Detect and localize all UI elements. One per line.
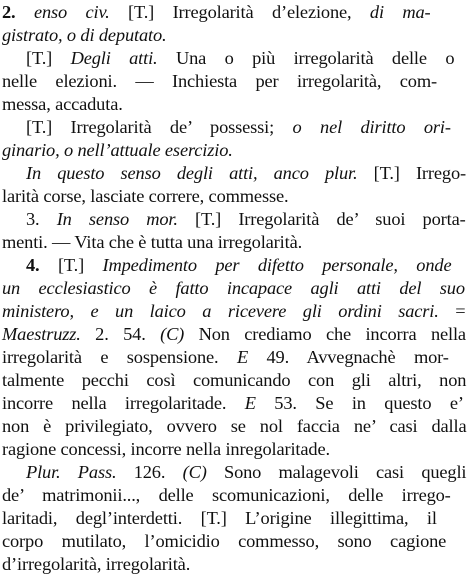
entry-text-segment: d’irregolarità, irregolarità. [2, 554, 191, 574]
entry-text-segment: Plur. Pass. [26, 462, 117, 482]
entry-line [2, 369, 466, 392]
entry-text-segment: In senso mor. [56, 209, 178, 229]
entry-text-segment: [T.] [39, 255, 103, 275]
entry-line [2, 530, 446, 553]
entry-text-segment: incorre nella irregolaritade. [2, 393, 245, 413]
entry-line [2, 1, 431, 24]
entry-text-segment: E [244, 393, 256, 413]
entry-text-segment: nelle elezioni. — Inchiesta per irregolarità, com- [2, 71, 437, 91]
entry-line [2, 346, 449, 369]
entry-text-segment: [T.] [26, 48, 71, 68]
entry-text-segment: Una o più irregolarità delle o [157, 48, 455, 68]
dictionary-entry-irregolarita [2, 1, 467, 574]
entry-text-segment: 49. Avvegnachè mor- [248, 347, 449, 367]
entry-line [2, 70, 437, 93]
entry-line [2, 231, 302, 254]
entry-text-segment: 53. Se in questo e’ [255, 393, 464, 413]
entry-line [2, 300, 466, 323]
entry-line [26, 162, 466, 185]
entry-text-segment: Impedimento per difetto personale, onde [102, 255, 452, 275]
entry-text-segment: [T.] Irrego- [357, 163, 466, 183]
entry-text-segment: (C) [160, 324, 185, 344]
entry-text-segment: talmente pecchi così comunicando con gli altri, non [2, 370, 467, 390]
entry-text-segment: E [236, 347, 249, 367]
entry-text-segment: 3. [26, 209, 57, 229]
entry-text-segment: = [438, 301, 466, 321]
entry-text-segment: menti. — Vita che è tutta una irregolarità. [2, 232, 303, 252]
entry-text-segment: Degli atti. [70, 48, 158, 68]
entry-line [2, 507, 437, 530]
entry-text-segment: 2. [2, 2, 16, 22]
entry-text-segment: ragione concessi, incorre nella inregolaritade. [2, 439, 330, 459]
entry-text-segment: corpo mutilato, l’omicidio commesso, sono cagione [2, 531, 447, 551]
entry-line [2, 484, 451, 507]
entry-text-segment: messa, accaduta. [2, 94, 123, 114]
entry-line [26, 461, 466, 484]
entry-text-segment: Non crediamo che incorra nella [184, 324, 466, 344]
entry-text-segment: Sono malagevoli casi quegli [206, 462, 467, 482]
entry-line [2, 323, 466, 346]
entry-text-segment: [T.] Irregolarità de’ possessi; [26, 117, 293, 137]
entry-text-segment: un ecclesiastico è fatto incapace agli atti del suo [2, 278, 465, 298]
entry-line [2, 24, 166, 47]
entry-text-segment: 126. [116, 462, 183, 482]
entry-text-segment: In questo senso degli atti, anco plur. [26, 163, 358, 183]
entry-text-segment [16, 2, 34, 22]
entry-line [2, 139, 233, 162]
entry-text-segment: larità corse, lasciate correre, commesse. [2, 186, 289, 206]
entry-text-segment: Maestruzz. [2, 324, 81, 344]
entry-line [26, 47, 454, 70]
entry-line [26, 116, 451, 139]
entry-text-segment: de’ matrimonii..., delle scomunicazioni, delle irrego- [2, 485, 451, 505]
entry-line [2, 438, 330, 461]
entry-text-segment: (C) [182, 462, 207, 482]
entry-text-segment: o nel diritto ori- [292, 117, 451, 137]
entry-text-segment: laritadi, degl’interdetti. [T.] L’origine illegittima, il [2, 508, 437, 528]
entry-text-segment: 4. [26, 255, 40, 275]
entry-text-segment: ministero, e un laico a ricevere gli ordini sacri. [2, 301, 439, 321]
entry-line [2, 277, 465, 300]
entry-text-segment: [T.] Irregolarità de’ suoi porta- [177, 209, 466, 229]
entry-text-segment: gistrato, o di deputato. [2, 25, 167, 45]
entry-text-segment: 2. 54. [80, 324, 161, 344]
entry-text-segment: di ma- [369, 2, 431, 22]
entry-line [2, 553, 190, 576]
entry-line [26, 254, 451, 277]
entry-line [26, 208, 466, 231]
entry-line [2, 392, 464, 415]
entry-text-segment: enso civ. [33, 2, 110, 22]
entry-line [2, 415, 466, 438]
entry-text-segment: ginario, o nell’attuale esercizio. [2, 140, 233, 160]
entry-line [2, 93, 123, 116]
entry-text-segment: [T.] Irregolarità d’elezione, [109, 2, 370, 22]
entry-line [2, 185, 288, 208]
entry-text-segment: irregolarità e sospensione. [2, 347, 237, 367]
entry-text-segment: non è privilegiato, ovvero se nol faccia ne’ casi dalla [2, 416, 467, 436]
